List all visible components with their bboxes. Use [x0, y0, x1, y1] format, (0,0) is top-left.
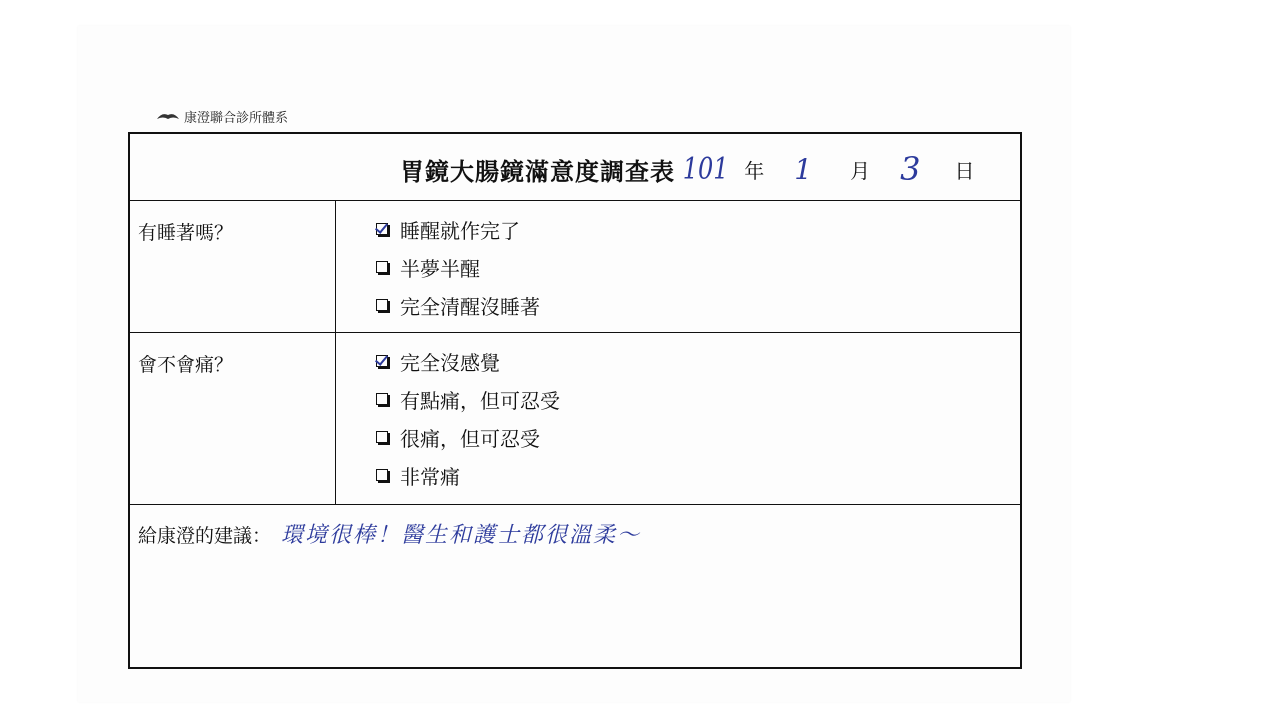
checkbox[interactable] [376, 393, 388, 405]
option-item[interactable] [376, 418, 560, 456]
month-label: 月 [850, 158, 871, 183]
divider [130, 200, 1020, 201]
form-title: 胃鏡大腸鏡滿意度調查表 [400, 157, 675, 186]
question-sleep-label: 有睡著嗎？ [138, 222, 234, 244]
clinic-logo-icon [156, 110, 180, 122]
survey-form [128, 132, 1022, 669]
option-item[interactable] [376, 342, 560, 380]
option-label: 有點痛，但可忍受 [400, 388, 560, 413]
option-label: 半夢半醒 [400, 256, 480, 281]
question-pain-label: 會不會痛？ [138, 354, 234, 376]
option-label: 睡醒就作完了 [400, 218, 520, 243]
option-label: 非常痛 [400, 464, 460, 489]
checkbox[interactable] [376, 299, 388, 311]
option-label: 完全清醒沒睡著 [400, 294, 540, 319]
checkbox-checked[interactable] [376, 223, 388, 235]
divider [130, 504, 1020, 505]
checkbox[interactable] [376, 469, 388, 481]
option-label: 很痛，但可忍受 [400, 426, 540, 451]
organization-header [156, 106, 288, 126]
organization-name: 康澄聯合診所體系 [184, 110, 289, 126]
day-label: 日 [954, 158, 975, 183]
day-value: 3 [900, 150, 921, 188]
checkbox[interactable] [376, 261, 388, 273]
checkbox-checked[interactable] [376, 355, 388, 367]
suggestion-row [138, 518, 641, 549]
option-item[interactable] [376, 380, 560, 418]
title-row [400, 152, 974, 186]
option-item[interactable] [376, 286, 540, 324]
year-label: 年 [744, 158, 765, 183]
checkbox[interactable] [376, 431, 388, 443]
year-value: 101 [682, 151, 729, 187]
suggestion-handwritten-text[interactable]: 環境很棒！醫生和護士都很溫柔～ [281, 523, 642, 548]
option-item[interactable] [376, 456, 560, 494]
suggestion-label: 給康澄的建議： [138, 525, 272, 547]
option-item[interactable] [376, 210, 540, 248]
month-value: 1 [794, 152, 813, 186]
question-sleep-options [376, 210, 540, 324]
divider [130, 332, 1020, 333]
option-item[interactable] [376, 248, 540, 286]
question-pain-options [376, 342, 560, 494]
option-label: 完全沒感覺 [400, 350, 500, 375]
column-divider [335, 200, 336, 504]
